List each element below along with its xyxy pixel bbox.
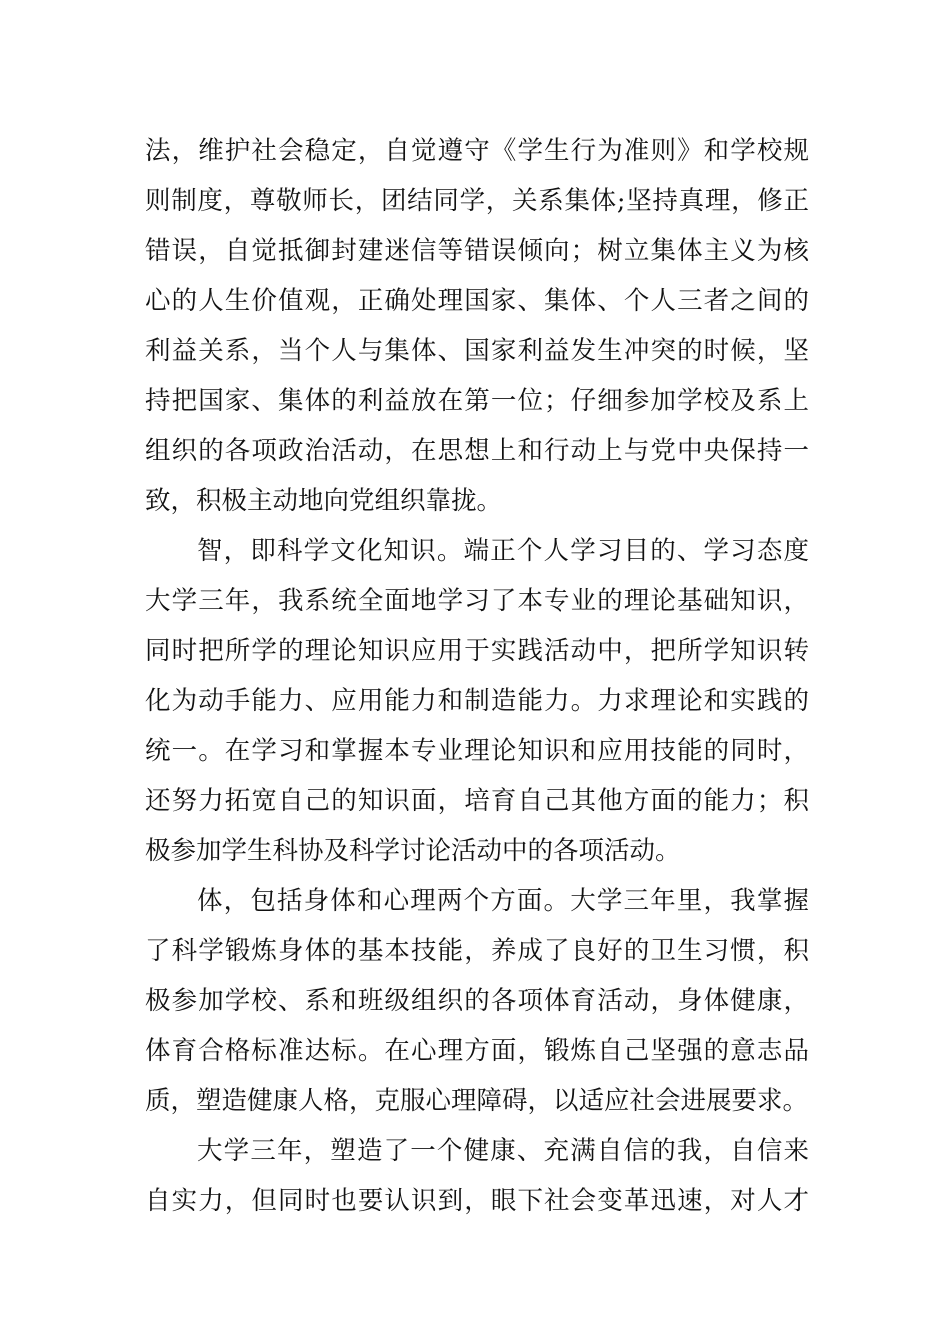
text-line: 组织的各项政治活动，在思想上和行动上与党中央保持一 xyxy=(145,436,809,466)
text-line: 还努力拓宽自己的知识面，培育自己其他方面的能力；积 xyxy=(145,786,809,816)
text-line: 致，积极主动地向党组织靠拢。 xyxy=(145,486,503,516)
text-line: 利益关系，当个人与集体、国家利益发生冲突的时候，坚 xyxy=(145,336,809,366)
text-line: 体育合格标准达标。在心理方面，锻炼自己坚强的意志品 xyxy=(145,1036,809,1066)
text-line: 自实力，但同时也要认识到，眼下社会变革迅速，对人才 xyxy=(145,1186,809,1216)
text-line: 错误，自觉抵御封建迷信等错误倾向；树立集体主义为核 xyxy=(145,236,809,266)
text-line: 大学三年，我系统全面地学习了本专业的理论基础知识， xyxy=(145,586,809,616)
text-line: 同时把所学的理论知识应用于实践活动中，把所学知识转 xyxy=(145,636,809,666)
text-line: 法，维护社会稳定，自觉遵守《学生行为准则》和学校规 xyxy=(145,136,809,166)
text-line: 持把国家、集体的利益放在第一位；仔细参加学校及系上 xyxy=(145,386,809,416)
text-line: 则制度，尊敬师长，团结同学，关系集体;坚持真理，修正 xyxy=(145,186,809,216)
text-line: 极参加学校、系和班级组织的各项体育活动，身体健康， xyxy=(145,986,809,1016)
text-line: 质，塑造健康人格，克服心理障碍，以适应社会进展要求。 xyxy=(145,1086,809,1116)
text-line: 体，包括身体和心理两个方面。大学三年里，我掌握 xyxy=(197,886,809,916)
text-line: 大学三年，塑造了一个健康、充满自信的我，自信来 xyxy=(197,1136,809,1166)
text-line: 化为动手能力、应用能力和制造能力。力求理论和实践的 xyxy=(145,686,809,716)
text-line: 智，即科学文化知识。端正个人学习目的、学习态度 xyxy=(197,536,809,566)
text-line: 统一。在学习和掌握本专业理论知识和应用技能的同时， xyxy=(145,736,809,766)
text-line: 极参加学生科协及科学讨论活动中的各项活动。 xyxy=(145,836,681,866)
text-line: 心的人生价值观，正确处理国家、集体、个人三者之间的 xyxy=(145,286,809,316)
text-line: 了科学锻炼身体的基本技能，养成了良好的卫生习惯，积 xyxy=(145,936,809,966)
body-text xyxy=(145,126,809,1226)
